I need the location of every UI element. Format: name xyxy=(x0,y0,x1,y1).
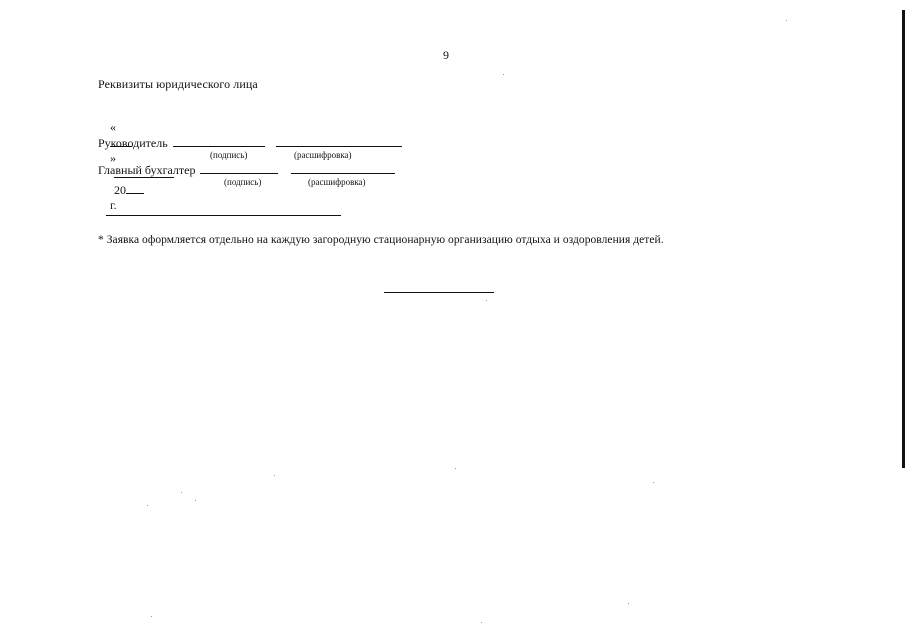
scan-speck xyxy=(503,74,504,75)
accountant-transcript-blank xyxy=(291,162,395,174)
head-signature-row xyxy=(98,135,402,151)
accountant-label: Главный бухгалтер xyxy=(98,163,196,177)
scan-speck xyxy=(147,505,148,506)
requisites-label: Реквизиты юридического лица xyxy=(98,77,258,91)
head-signature-caption: (подпись) xyxy=(210,150,248,160)
footnote-text: * Заявка оформляется отдельно на каждую загородную стационарную организацию отдыха и оздоровления детей. xyxy=(98,234,664,246)
end-of-document-rule xyxy=(384,292,494,293)
scan-speck xyxy=(274,475,275,476)
date-open-quote: « xyxy=(110,120,116,134)
scan-speck xyxy=(195,500,196,501)
scan-speck xyxy=(653,482,654,483)
head-transcript-blank xyxy=(276,135,402,147)
accountant-signature-caption: (подпись) xyxy=(224,177,262,187)
year-blank xyxy=(126,182,144,194)
scan-speck xyxy=(786,20,787,21)
scan-speck xyxy=(181,492,182,493)
scan-speck xyxy=(481,622,482,623)
scan-speck xyxy=(455,468,456,469)
year-suffix: г. xyxy=(110,198,117,212)
scan-speck xyxy=(151,616,152,617)
accountant-signature-blank xyxy=(200,162,278,174)
year-prefix: 20 xyxy=(114,183,126,197)
footnote-divider xyxy=(106,215,341,216)
accountant-transcript-caption: (расшифровка) xyxy=(308,177,366,187)
page-number: 9 xyxy=(443,48,449,62)
date-close-quote: » xyxy=(110,151,116,165)
head-transcript-caption: (расшифровка) xyxy=(294,150,352,160)
scan-speck xyxy=(486,300,487,301)
head-label: Руководитель xyxy=(98,136,168,150)
accountant-signature-row xyxy=(98,162,395,178)
scan-speck xyxy=(628,603,629,604)
head-signature-blank xyxy=(173,135,265,147)
